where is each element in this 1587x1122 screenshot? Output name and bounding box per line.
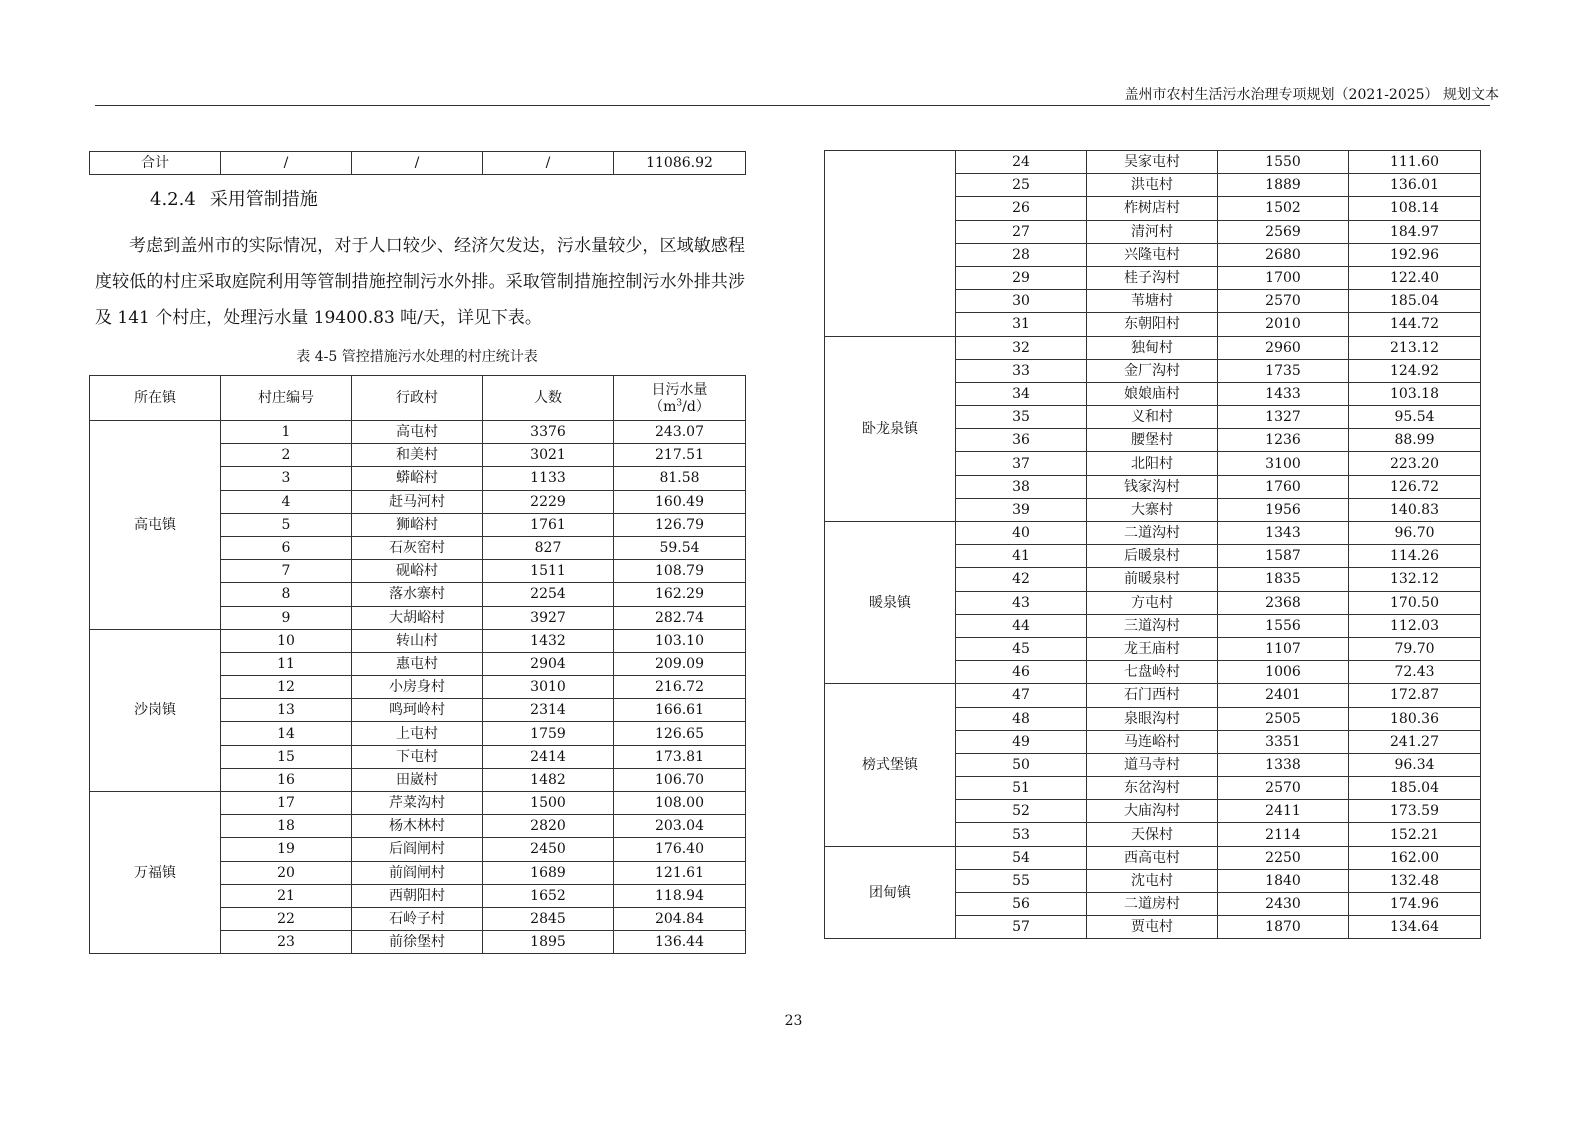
sewage-cell: 162.00 [1349, 846, 1481, 869]
village-number-cell: 11 [221, 652, 352, 675]
sewage-cell: 216.72 [614, 676, 746, 699]
sewage-cell: 108.79 [614, 560, 746, 583]
village-number-cell: 46 [956, 661, 1087, 684]
sewage-cell: 184.97 [1349, 220, 1481, 243]
sewage-cell: 121.61 [614, 861, 746, 884]
sewage-cell: 112.03 [1349, 614, 1481, 637]
body-paragraph: 考虑到盖州市的实际情况，对于人口较少、经济欠发达，污水量较少，区域敏感程度较低的村庄采取庭院利用等管制措施控制污水外排。采取管制措施控制污水外排共涉及 141 个村庄，处理污水量 19400.83 吨/天，详见下表。 [95, 236, 745, 328]
table-caption: 表 4-5 管控措施污水处理的村庄统计表 [296, 349, 538, 365]
section-number: 4.2.4 [150, 189, 196, 210]
total-label: 合计 [90, 152, 221, 175]
page-number: 23 [784, 1013, 803, 1029]
village-name-cell: 转山村 [352, 629, 483, 652]
population-cell: 2254 [483, 583, 614, 606]
population-cell: 2904 [483, 652, 614, 675]
village-number-cell: 19 [221, 838, 352, 861]
total-cell: / [352, 152, 483, 175]
village-number-cell: 28 [956, 243, 1087, 266]
village-name-cell: 狮峪村 [352, 513, 483, 536]
village-number-cell: 29 [956, 266, 1087, 289]
village-name-cell: 龙王庙村 [1087, 637, 1218, 660]
village-name-cell: 上屯村 [352, 722, 483, 745]
village-number-cell: 7 [221, 560, 352, 583]
sewage-cell: 96.34 [1349, 753, 1481, 776]
table-row [90, 792, 746, 815]
population-cell: 1889 [1218, 174, 1349, 197]
sewage-cell: 160.49 [614, 490, 746, 513]
village-number-cell: 56 [956, 893, 1087, 916]
population-cell: 3100 [1218, 452, 1349, 475]
village-name-cell: 蟒峪村 [352, 467, 483, 490]
village-name-cell: 三道沟村 [1087, 614, 1218, 637]
population-cell: 2010 [1218, 313, 1349, 336]
sewage-cell: 180.36 [1349, 707, 1481, 730]
village-name-cell: 沈屯村 [1087, 869, 1218, 892]
village-number-cell: 35 [956, 406, 1087, 429]
table-row [825, 336, 1481, 359]
village-number-cell: 49 [956, 730, 1087, 753]
population-cell: 1236 [1218, 429, 1349, 452]
village-number-cell: 6 [221, 536, 352, 559]
header-town: 所在镇 [90, 376, 221, 421]
village-number-cell: 36 [956, 429, 1087, 452]
sewage-cell: 282.74 [614, 606, 746, 629]
village-name-cell: 前徐堡村 [352, 931, 483, 954]
village-number-cell: 12 [221, 676, 352, 699]
sewage-cell: 140.83 [1349, 498, 1481, 521]
village-name-cell: 洪屯村 [1087, 174, 1218, 197]
village-number-cell: 42 [956, 568, 1087, 591]
village-table-left [89, 375, 746, 954]
sewage-cell: 136.44 [614, 931, 746, 954]
population-cell: 1338 [1218, 753, 1349, 776]
population-cell: 2680 [1218, 243, 1349, 266]
total-value: 11086.92 [614, 152, 746, 175]
table-row [825, 846, 1481, 869]
village-name-cell: 下屯村 [352, 745, 483, 768]
village-name-cell: 大庙沟村 [1087, 800, 1218, 823]
population-cell: 2430 [1218, 893, 1349, 916]
village-name-cell: 鸣珂岭村 [352, 699, 483, 722]
village-name-cell: 金厂沟村 [1087, 359, 1218, 382]
village-name-cell: 泉眼沟村 [1087, 707, 1218, 730]
sewage-cell: 144.72 [1349, 313, 1481, 336]
village-number-cell: 8 [221, 583, 352, 606]
population-cell: 2250 [1218, 846, 1349, 869]
village-number-cell: 14 [221, 722, 352, 745]
village-name-cell: 高屯村 [352, 421, 483, 444]
town-cell [825, 151, 956, 337]
population-cell: 3351 [1218, 730, 1349, 753]
sewage-cell: 217.51 [614, 444, 746, 467]
sewage-cell: 88.99 [1349, 429, 1481, 452]
village-name-cell: 东朝阳村 [1087, 313, 1218, 336]
village-name-cell: 桂子沟村 [1087, 266, 1218, 289]
population-cell: 1689 [483, 861, 614, 884]
section-title-text: 采用管制措施 [209, 189, 318, 210]
population-cell: 2845 [483, 907, 614, 930]
population-cell: 3010 [483, 676, 614, 699]
village-number-cell: 15 [221, 745, 352, 768]
population-cell: 3376 [483, 421, 614, 444]
sewage-cell: 136.01 [1349, 174, 1481, 197]
town-cell: 暖泉镇 [825, 522, 956, 684]
section-heading [150, 185, 318, 211]
village-name-cell: 吴家屯村 [1087, 151, 1218, 174]
village-name-cell: 田崴村 [352, 768, 483, 791]
village-name-cell: 道马寺村 [1087, 753, 1218, 776]
population-cell: 2450 [483, 838, 614, 861]
village-number-cell: 52 [956, 800, 1087, 823]
population-cell: 1107 [1218, 637, 1349, 660]
sewage-cell: 203.04 [614, 815, 746, 838]
village-name-cell: 娘娘庙村 [1087, 382, 1218, 405]
village-name-cell: 石灰窑村 [352, 536, 483, 559]
town-cell: 团甸镇 [825, 846, 956, 939]
population-cell: 2401 [1218, 684, 1349, 707]
sewage-cell: 59.54 [614, 536, 746, 559]
village-name-cell: 赶马河村 [352, 490, 483, 513]
village-name-cell: 西朝阳村 [352, 884, 483, 907]
village-name-cell: 柞树店村 [1087, 197, 1218, 220]
village-number-cell: 54 [956, 846, 1087, 869]
sewage-cell: 126.65 [614, 722, 746, 745]
sewage-cell: 126.72 [1349, 475, 1481, 498]
header-daily-sewage [614, 376, 746, 421]
population-cell: 1587 [1218, 545, 1349, 568]
table-row [825, 151, 1481, 174]
village-number-cell: 5 [221, 513, 352, 536]
town-cell: 万福镇 [90, 792, 221, 954]
population-cell: 1761 [483, 513, 614, 536]
village-name-cell: 石岭子村 [352, 907, 483, 930]
sewage-cell: 174.96 [1349, 893, 1481, 916]
village-name-cell: 和美村 [352, 444, 483, 467]
village-name-cell: 芹菜沟村 [352, 792, 483, 815]
village-name-cell: 东岔沟村 [1087, 777, 1218, 800]
table-row [825, 684, 1481, 707]
sewage-cell: 241.27 [1349, 730, 1481, 753]
village-name-cell: 前暖泉村 [1087, 568, 1218, 591]
sewage-cell: 72.43 [1349, 661, 1481, 684]
sewage-cell: 134.64 [1349, 916, 1481, 939]
total-cell: / [221, 152, 352, 175]
population-cell: 1343 [1218, 522, 1349, 545]
population-cell: 1432 [483, 629, 614, 652]
sewage-cell: 106.70 [614, 768, 746, 791]
population-cell: 1895 [483, 931, 614, 954]
village-number-cell: 48 [956, 707, 1087, 730]
village-number-cell: 3 [221, 467, 352, 490]
population-cell: 1433 [1218, 382, 1349, 405]
village-name-cell: 马连峪村 [1087, 730, 1218, 753]
table-header-row [90, 376, 746, 421]
population-cell: 1006 [1218, 661, 1349, 684]
population-cell: 3021 [483, 444, 614, 467]
population-cell: 1840 [1218, 869, 1349, 892]
village-number-cell: 16 [221, 768, 352, 791]
population-cell: 2414 [483, 745, 614, 768]
town-cell: 榜式堡镇 [825, 684, 956, 846]
village-name-cell: 钱家沟村 [1087, 475, 1218, 498]
population-cell: 2314 [483, 699, 614, 722]
village-number-cell: 50 [956, 753, 1087, 776]
village-name-cell: 清河村 [1087, 220, 1218, 243]
sewage-cell: 192.96 [1349, 243, 1481, 266]
sewage-cell: 103.18 [1349, 382, 1481, 405]
village-number-cell: 30 [956, 290, 1087, 313]
village-number-cell: 33 [956, 359, 1087, 382]
sewage-cell: 213.12 [1349, 336, 1481, 359]
village-name-cell: 七盘岭村 [1087, 661, 1218, 684]
sewage-cell: 114.26 [1349, 545, 1481, 568]
village-number-cell: 57 [956, 916, 1087, 939]
sewage-cell: 95.54 [1349, 406, 1481, 429]
village-name-cell: 天保村 [1087, 823, 1218, 846]
village-name-cell: 后暖泉村 [1087, 545, 1218, 568]
population-cell: 1760 [1218, 475, 1349, 498]
village-number-cell: 34 [956, 382, 1087, 405]
sewage-cell: 111.60 [1349, 151, 1481, 174]
village-number-cell: 23 [221, 931, 352, 954]
town-cell: 高屯镇 [90, 421, 221, 630]
village-number-cell: 26 [956, 197, 1087, 220]
population-cell: 1502 [1218, 197, 1349, 220]
village-number-cell: 43 [956, 591, 1087, 614]
village-number-cell: 51 [956, 777, 1087, 800]
sewage-cell: 132.12 [1349, 568, 1481, 591]
village-number-cell: 10 [221, 629, 352, 652]
population-cell: 1956 [1218, 498, 1349, 521]
table-row [825, 522, 1481, 545]
village-number-cell: 47 [956, 684, 1087, 707]
village-number-cell: 41 [956, 545, 1087, 568]
population-cell: 2820 [483, 815, 614, 838]
sewage-cell: 124.92 [1349, 359, 1481, 382]
village-name-cell: 西高屯村 [1087, 846, 1218, 869]
sewage-cell: 152.21 [1349, 823, 1481, 846]
village-number-cell: 32 [956, 336, 1087, 359]
population-cell: 827 [483, 536, 614, 559]
sewage-cell: 243.07 [614, 421, 746, 444]
village-name-cell: 义和村 [1087, 406, 1218, 429]
population-cell: 1550 [1218, 151, 1349, 174]
village-number-cell: 2 [221, 444, 352, 467]
total-cell: / [483, 152, 614, 175]
population-cell: 1556 [1218, 614, 1349, 637]
population-cell: 1500 [483, 792, 614, 815]
population-cell: 2570 [1218, 290, 1349, 313]
village-number-cell: 24 [956, 151, 1087, 174]
population-cell: 2114 [1218, 823, 1349, 846]
sewage-cell: 81.58 [614, 467, 746, 490]
header-divider [95, 105, 1490, 106]
village-name-cell: 兴隆屯村 [1087, 243, 1218, 266]
total-row [90, 152, 746, 175]
header-village: 行政村 [352, 376, 483, 421]
village-number-cell: 4 [221, 490, 352, 513]
population-cell: 1700 [1218, 266, 1349, 289]
population-cell: 1652 [483, 884, 614, 907]
sewage-cell: 132.48 [1349, 869, 1481, 892]
population-cell: 2229 [483, 490, 614, 513]
village-name-cell: 大寨村 [1087, 498, 1218, 521]
sewage-cell: 176.40 [614, 838, 746, 861]
town-cell: 卧龙泉镇 [825, 336, 956, 522]
sewage-cell: 118.94 [614, 884, 746, 907]
sewage-cell: 96.70 [1349, 522, 1481, 545]
village-number-cell: 20 [221, 861, 352, 884]
sewage-cell: 173.81 [614, 745, 746, 768]
village-number-cell: 45 [956, 637, 1087, 660]
header-sewage-unit: $(m^3/d)$ [649, 397, 710, 415]
village-name-cell: 贾屯村 [1087, 916, 1218, 939]
village-name-cell: 北阳村 [1087, 452, 1218, 475]
village-number-cell: 37 [956, 452, 1087, 475]
sewage-cell: 103.10 [614, 629, 746, 652]
village-number-cell: 27 [956, 220, 1087, 243]
sewage-cell: 223.20 [1349, 452, 1481, 475]
header-population: 人数 [483, 376, 614, 421]
village-number-cell: 55 [956, 869, 1087, 892]
sewage-cell: 126.79 [614, 513, 746, 536]
population-cell: 2368 [1218, 591, 1349, 614]
population-cell: 1759 [483, 722, 614, 745]
village-name-cell: 二道沟村 [1087, 522, 1218, 545]
total-row-table [89, 151, 746, 175]
village-number-cell: 13 [221, 699, 352, 722]
village-number-cell: 53 [956, 823, 1087, 846]
village-number-cell: 25 [956, 174, 1087, 197]
population-cell: 2505 [1218, 707, 1349, 730]
sewage-cell: 185.04 [1349, 290, 1481, 313]
sewage-cell: 185.04 [1349, 777, 1481, 800]
population-cell: 1735 [1218, 359, 1349, 382]
table-row [90, 629, 746, 652]
village-number-cell: 18 [221, 815, 352, 838]
village-name-cell: 苇塘村 [1087, 290, 1218, 313]
village-name-cell: 砚峪村 [352, 560, 483, 583]
sewage-cell: 162.29 [614, 583, 746, 606]
village-name-cell: 腰堡村 [1087, 429, 1218, 452]
village-name-cell: 大胡峪村 [352, 606, 483, 629]
village-name-cell: 惠屯村 [352, 652, 483, 675]
village-number-cell: 39 [956, 498, 1087, 521]
sewage-cell: 204.84 [614, 907, 746, 930]
population-cell: 2411 [1218, 800, 1349, 823]
population-cell: 2960 [1218, 336, 1349, 359]
village-name-cell: 落水寨村 [352, 583, 483, 606]
village-name-cell: 方屯村 [1087, 591, 1218, 614]
village-number-cell: 9 [221, 606, 352, 629]
header-sewage-label: 日污水量 [651, 381, 708, 398]
village-number-cell: 22 [221, 907, 352, 930]
village-number-cell: 44 [956, 614, 1087, 637]
sewage-cell: 108.14 [1349, 197, 1481, 220]
sewage-cell: 122.40 [1349, 266, 1481, 289]
table-row [90, 421, 746, 444]
sewage-cell: 170.50 [1349, 591, 1481, 614]
village-number-cell: 17 [221, 792, 352, 815]
sewage-cell: 79.70 [1349, 637, 1481, 660]
village-name-cell: 石门西村 [1087, 684, 1218, 707]
village-number-cell: 38 [956, 475, 1087, 498]
village-number-cell: 21 [221, 884, 352, 907]
sewage-cell: 172.87 [1349, 684, 1481, 707]
sewage-cell: 108.00 [614, 792, 746, 815]
population-cell: 1327 [1218, 406, 1349, 429]
village-number-cell: 40 [956, 522, 1087, 545]
village-name-cell: 前阎闸村 [352, 861, 483, 884]
village-number-cell: 31 [956, 313, 1087, 336]
town-cell: 沙岗镇 [90, 629, 221, 791]
population-cell: 1870 [1218, 916, 1349, 939]
village-name-cell: 独甸村 [1087, 336, 1218, 359]
population-cell: 1835 [1218, 568, 1349, 591]
sewage-cell: 173.59 [1349, 800, 1481, 823]
sewage-cell: 209.09 [614, 652, 746, 675]
population-cell: 1482 [483, 768, 614, 791]
village-number-cell: 1 [221, 421, 352, 444]
village-name-cell: 杨木林村 [352, 815, 483, 838]
population-cell: 1133 [483, 467, 614, 490]
village-name-cell: 小房身村 [352, 676, 483, 699]
population-cell: 1511 [483, 560, 614, 583]
population-cell: 2569 [1218, 220, 1349, 243]
document-header-title: 盖州市农村生活污水治理专项规划（2021-2025） 规划文本 [1124, 87, 1499, 103]
village-table-right [824, 150, 1481, 939]
population-cell: 2570 [1218, 777, 1349, 800]
village-name-cell: 二道房村 [1087, 893, 1218, 916]
sewage-cell: 166.61 [614, 699, 746, 722]
header-village-number: 村庄编号 [221, 376, 352, 421]
village-name-cell: 后阎闸村 [352, 838, 483, 861]
population-cell: 3927 [483, 606, 614, 629]
